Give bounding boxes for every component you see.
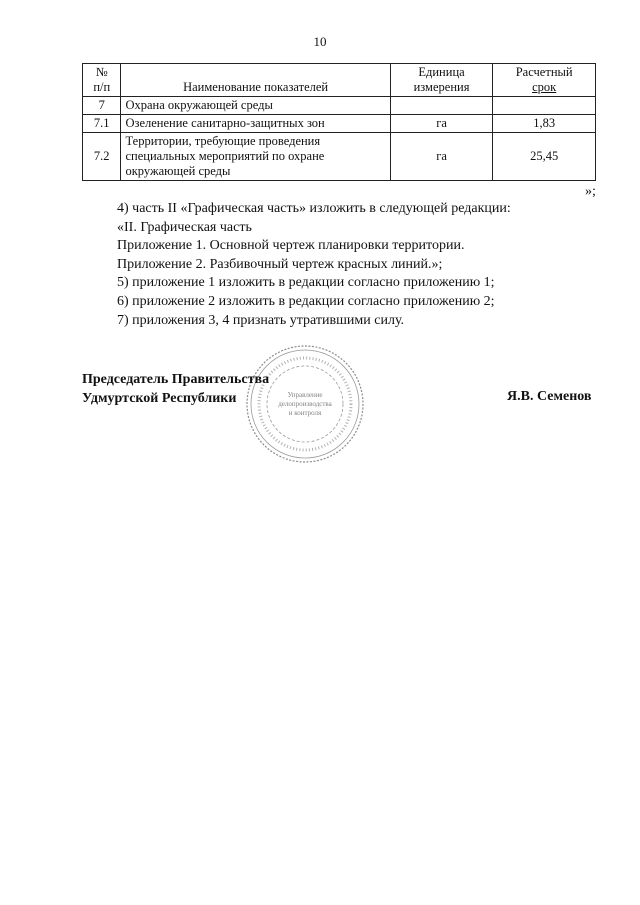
paragraph: Приложение 1. Основной чертеж планировки территории. [117,238,465,254]
page-number: 10 [313,34,327,49]
row-num: 7.1 [83,115,121,133]
header-term-line: срок [532,80,557,94]
paragraph: «II. Графическая часть [117,219,252,235]
closing-quote: »; [585,184,596,199]
table-row [83,115,596,133]
position-line: Удмуртской Республики [82,391,237,406]
row-name-line: специальных мероприятий по охране [125,149,325,163]
header-unit-line: измерения [413,80,470,94]
row-unit: га [390,115,493,133]
row-name: Озеленение санитарно-защитных зон [121,115,390,133]
row-name-line: Территории, требующие проведения [125,134,321,148]
position-line: Председатель Правительства [82,372,270,387]
row-term: 1,83 [493,115,596,133]
paragraph: Приложение 2. Разбивочный чертеж красных линий.»; [117,256,443,272]
paragraph: 5) приложение 1 изложить в редакции согласно приложению 1; [117,275,495,291]
row-name: Охрана окружающей среды [121,97,390,115]
row-num: 7 [83,97,121,115]
header-name: Наименование показателей [121,64,390,97]
header-unit [390,64,493,97]
seal-text-line-3: и контроля [288,409,322,417]
seal-text-line-1: Управление [287,391,323,399]
row-name [121,133,390,181]
row-unit [390,97,493,115]
header-num [83,64,121,97]
signatory-position [82,370,269,408]
indicators-table [82,63,596,181]
table-row [83,133,596,181]
seal-text-line-2: делопроизводства [278,400,332,408]
row-num: 7.2 [83,133,121,181]
header-num-line: п/п [93,80,111,94]
paragraph: 6) приложение 2 изложить в редакции согласно приложению 2; [117,293,495,309]
table-row [83,97,596,115]
row-term [493,97,596,115]
header-term [493,64,596,97]
signatory-name: Я.В. Семенов [507,389,592,404]
row-name-line: окружающей среды [125,164,231,178]
paragraph: 7) приложения 3, 4 признать утратившими силу. [117,312,405,328]
header-term-line: Расчетный [515,65,573,79]
amendment-text [117,200,607,330]
table-header-row [83,64,596,97]
row-term: 25,45 [493,133,596,181]
header-num-line: № [95,65,108,79]
header-unit-line: Единица [418,65,465,79]
paragraph: 4) часть II «Графическая часть» изложить в следующей редакции: [117,201,511,216]
row-unit: га [390,133,493,181]
